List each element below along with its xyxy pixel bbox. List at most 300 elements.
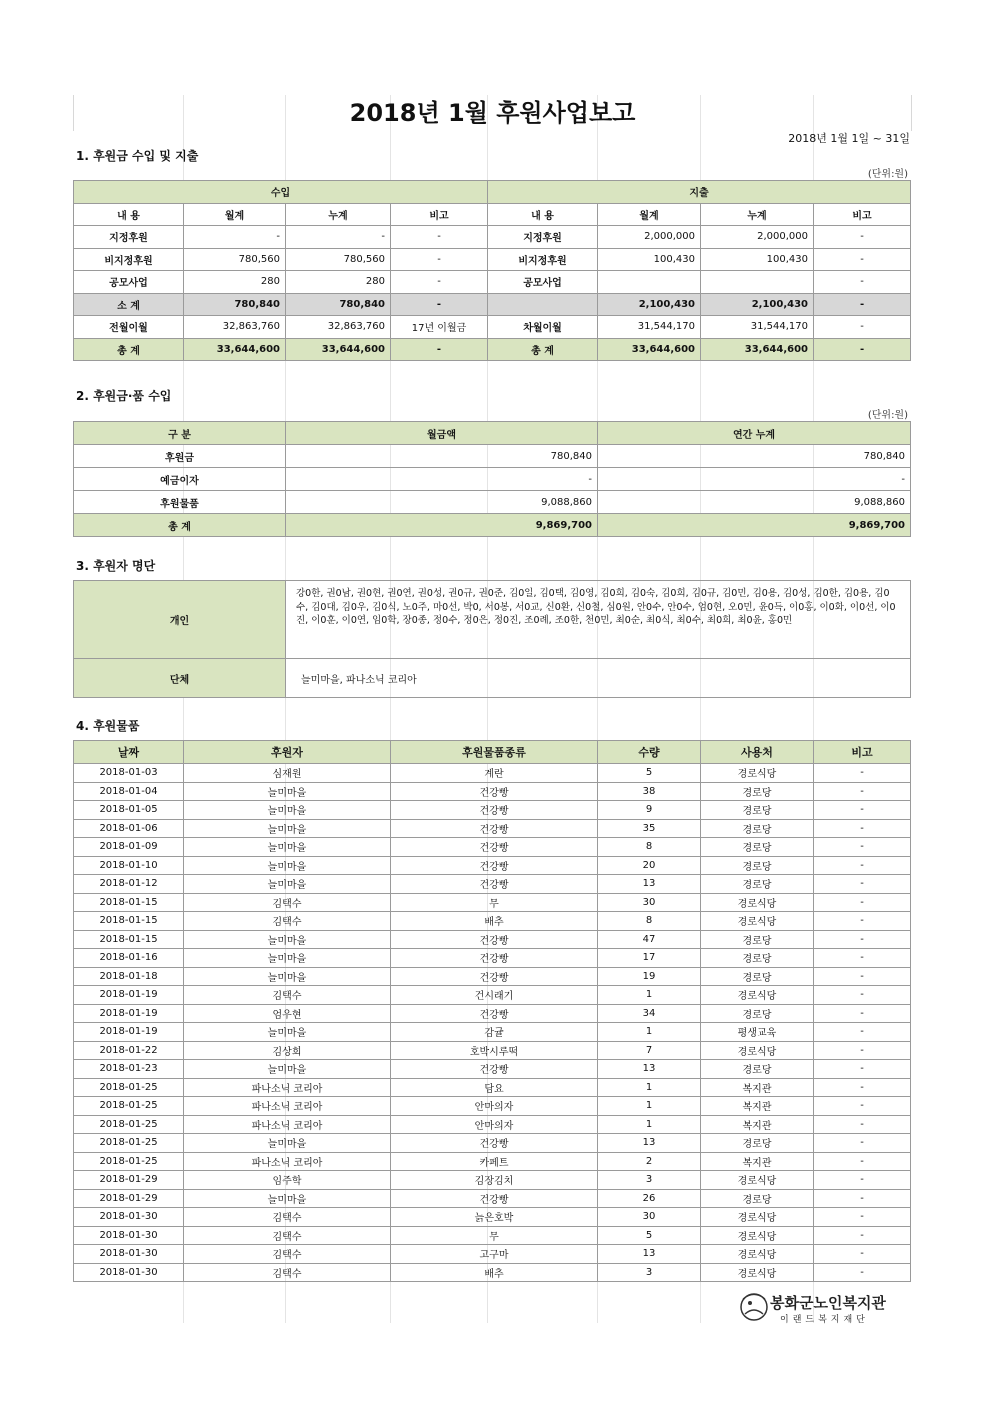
table-cell: 복지관	[701, 1152, 814, 1171]
table-cell: 2018-01-10	[74, 856, 184, 875]
table-cell	[701, 271, 814, 294]
table-cell: 2,000,000	[701, 226, 814, 249]
table-cell: 김택수	[184, 1263, 391, 1282]
table-cell: 경로식당	[701, 1263, 814, 1282]
table-cell: 1	[598, 986, 701, 1005]
table-cell	[488, 293, 598, 316]
income-header: 수입	[74, 181, 488, 204]
table-cell: -	[814, 912, 911, 931]
table-cell: -	[184, 226, 286, 249]
table-cell: 늘미마을	[184, 782, 391, 801]
table-cell: 2018-01-23	[74, 1060, 184, 1079]
section-2-heading: 2. 후원금·품 수입	[76, 389, 172, 403]
column-header: 월계	[184, 203, 286, 226]
table-cell: 1	[598, 1097, 701, 1116]
table-cell: 비지정후원	[488, 248, 598, 271]
column-header: 구 분	[74, 422, 286, 445]
table-cell: 2018-01-03	[74, 764, 184, 783]
table-cell: 3	[598, 1263, 701, 1282]
table-row	[74, 764, 911, 783]
table-cell: -	[814, 764, 911, 783]
table-cell: -	[814, 1115, 911, 1134]
table-cell: 2018-01-22	[74, 1041, 184, 1060]
table-cell: -	[814, 1097, 911, 1116]
table-row	[74, 875, 911, 894]
table-row	[74, 271, 911, 294]
table-cell: 후원물품	[74, 491, 286, 514]
table-cell: 늘미마을	[184, 930, 391, 949]
table-cell: 3	[598, 1171, 701, 1190]
unit-label: (단위:원)	[867, 169, 908, 180]
table-cell: -	[814, 1171, 911, 1190]
table-cell: 건강빵	[391, 856, 598, 875]
table-cell: 2018-01-29	[74, 1189, 184, 1208]
table-cell: 경로당	[701, 967, 814, 986]
table-cell: -	[814, 1078, 911, 1097]
group-label: 단체	[74, 659, 286, 698]
table-cell: 780,840	[598, 445, 911, 468]
table-cell: -	[814, 1245, 911, 1264]
table-cell: 건강빵	[391, 949, 598, 968]
table-cell: 2018-01-30	[74, 1208, 184, 1227]
column-header: 내 용	[74, 203, 184, 226]
table-cell: 8	[598, 838, 701, 857]
table-cell: 34	[598, 1004, 701, 1023]
table-row	[74, 491, 911, 514]
table-cell: 카페트	[391, 1152, 598, 1171]
table-cell: -	[286, 226, 391, 249]
table-cell: 복지관	[701, 1078, 814, 1097]
table-row	[74, 986, 911, 1005]
table-cell: 33,644,600	[598, 338, 701, 361]
table-cell: -	[814, 967, 911, 986]
table-cell: 고구마	[391, 1245, 598, 1264]
table-cell: 늘미마을	[184, 856, 391, 875]
table-cell: -	[391, 271, 488, 294]
column-header: 사용처	[701, 741, 814, 764]
table-cell: 1	[598, 1023, 701, 1042]
table-cell: 감귤	[391, 1023, 598, 1042]
table-cell: -	[814, 1189, 911, 1208]
table-cell: 경로당	[701, 838, 814, 857]
table-row	[74, 1097, 911, 1116]
table-row	[74, 1078, 911, 1097]
table-cell: 파나소닉 코리아	[184, 1078, 391, 1097]
table-cell: 17	[598, 949, 701, 968]
table-cell: 건강빵	[391, 875, 598, 894]
table-row	[74, 338, 911, 361]
table-row	[74, 1115, 911, 1134]
table-row	[74, 967, 911, 986]
table-cell: 2	[598, 1152, 701, 1171]
table-cell: 780,840	[286, 293, 391, 316]
table-cell: -	[814, 801, 911, 820]
table-cell: 2018-01-30	[74, 1263, 184, 1282]
table-cell: 건강빵	[391, 1189, 598, 1208]
table-cell: 김상희	[184, 1041, 391, 1060]
table-cell: 경로당	[701, 782, 814, 801]
table-cell: 경로당	[701, 1189, 814, 1208]
table-cell: 19	[598, 967, 701, 986]
table-cell: 건강빵	[391, 1004, 598, 1023]
table-cell: 2018-01-25	[74, 1152, 184, 1171]
table-cell: 2,100,430	[701, 293, 814, 316]
table-cell: -	[814, 248, 911, 271]
table-cell: 31,544,170	[701, 316, 814, 339]
table-cell: 경로당	[701, 949, 814, 968]
table-cell: 경로식당	[701, 1208, 814, 1227]
table-row	[74, 1023, 911, 1042]
table-cell: 예금이자	[74, 468, 286, 491]
table-cell: 공모사업	[74, 271, 184, 294]
column-header: 월계	[598, 203, 701, 226]
table-cell: 31,544,170	[598, 316, 701, 339]
table-cell: 1	[598, 1115, 701, 1134]
table-cell: 경로식당	[701, 1226, 814, 1245]
table-cell: -	[391, 248, 488, 271]
table-row	[74, 468, 911, 491]
table-cell	[598, 271, 701, 294]
table-cell: 경로식당	[701, 764, 814, 783]
table-cell: 늘미마을	[184, 967, 391, 986]
column-header: 누계	[701, 203, 814, 226]
table-cell: 33,644,600	[184, 338, 286, 361]
table-cell: 2018-01-30	[74, 1245, 184, 1264]
table-cell: 13	[598, 1134, 701, 1153]
table-cell: -	[814, 1134, 911, 1153]
table-cell: 2018-01-18	[74, 967, 184, 986]
table-cell: 지정후원	[488, 226, 598, 249]
table-cell: 경로당	[701, 801, 814, 820]
table-cell: 경로식당	[701, 1245, 814, 1264]
column-header: 월금액	[286, 422, 598, 445]
table-cell: 경로당	[701, 1060, 814, 1079]
table-cell: 총 계	[74, 338, 184, 361]
table-cell: 파나소닉 코리아	[184, 1152, 391, 1171]
table-cell: 9,088,860	[598, 491, 911, 514]
table-cell: 30	[598, 1208, 701, 1227]
column-header: 연간 누계	[598, 422, 911, 445]
table-header-row	[74, 422, 911, 445]
table-cell: -	[814, 986, 911, 1005]
column-header-row	[74, 203, 911, 226]
table-cell: 2018-01-15	[74, 912, 184, 931]
table-row	[74, 893, 911, 912]
table-cell: 2,000,000	[598, 226, 701, 249]
table-cell: 2018-01-25	[74, 1115, 184, 1134]
table-cell: 건강빵	[391, 930, 598, 949]
org-name: 봉화군노인복지관	[770, 1294, 886, 1312]
table-row	[74, 912, 911, 931]
table-cell: 2018-01-06	[74, 819, 184, 838]
table-cell: 5	[598, 764, 701, 783]
table-row	[74, 1263, 911, 1282]
table-row	[74, 856, 911, 875]
table-cell: 33,644,600	[286, 338, 391, 361]
table-cell: 1	[598, 1078, 701, 1097]
table-cell: 건강빵	[391, 782, 598, 801]
table-cell: 33,644,600	[701, 338, 814, 361]
table-row	[74, 1171, 911, 1190]
table-row	[74, 819, 911, 838]
donor-list-table	[73, 580, 911, 698]
table-cell: 차월이월	[488, 316, 598, 339]
table-cell: -	[814, 338, 911, 361]
table-cell: 경로당	[701, 875, 814, 894]
section-3-heading: 3. 후원자 명단	[76, 559, 156, 573]
table-cell: 100,430	[701, 248, 814, 271]
table-cell: 늘미마을	[184, 875, 391, 894]
section-1-heading: 1. 후원금 수입 및 지출	[76, 149, 199, 163]
table-cell: 건강빵	[391, 1060, 598, 1079]
table-header-row	[74, 181, 911, 204]
table-cell: 김택수	[184, 912, 391, 931]
page-title: 2018년 1월 후원사업보고	[73, 95, 912, 131]
table-row	[74, 1004, 911, 1023]
table-cell: 건강빵	[391, 1134, 598, 1153]
table-cell: 건강빵	[391, 967, 598, 986]
donation-summary-table	[73, 421, 911, 537]
table-cell: 담요	[391, 1078, 598, 1097]
table-cell: -	[814, 316, 911, 339]
table-cell: 총 계	[74, 514, 286, 537]
table-cell: 13	[598, 875, 701, 894]
table-cell: -	[814, 819, 911, 838]
table-cell: 2,100,430	[598, 293, 701, 316]
table-row	[74, 1152, 911, 1171]
table-cell: 8	[598, 912, 701, 931]
income-expense-table	[73, 180, 911, 361]
table-cell: 후원금	[74, 445, 286, 468]
table-cell: -	[814, 893, 911, 912]
table-row	[74, 316, 911, 339]
table-cell: 김택수	[184, 986, 391, 1005]
table-cell: 늘미마을	[184, 949, 391, 968]
table-cell: 안마의자	[391, 1115, 598, 1134]
table-row	[74, 782, 911, 801]
table-row	[74, 1245, 911, 1264]
table-cell: 경로당	[701, 930, 814, 949]
table-cell: 2018-01-15	[74, 930, 184, 949]
table-cell: 경로당	[701, 856, 814, 875]
table-cell: 30	[598, 893, 701, 912]
table-cell: -	[814, 1004, 911, 1023]
table-cell: 공모사업	[488, 271, 598, 294]
table-cell: -	[814, 838, 911, 857]
table-cell: 35	[598, 819, 701, 838]
expense-header: 지출	[488, 181, 911, 204]
table-row	[74, 1134, 911, 1153]
unit-label: (단위:원)	[867, 410, 908, 421]
table-cell: -	[814, 856, 911, 875]
table-cell: -	[391, 293, 488, 316]
table-cell: 2018-01-19	[74, 1023, 184, 1042]
table-cell: 2018-01-30	[74, 1226, 184, 1245]
table-cell: 늘미마을	[184, 1023, 391, 1042]
table-cell: -	[814, 271, 911, 294]
table-cell: 경로당	[701, 1004, 814, 1023]
table-row	[74, 930, 911, 949]
table-cell: -	[814, 226, 911, 249]
table-cell: 늘미마을	[184, 801, 391, 820]
table-cell: 김장김치	[391, 1171, 598, 1190]
table-cell: 무	[391, 893, 598, 912]
table-cell: 경로식당	[701, 986, 814, 1005]
table-cell: 복지관	[701, 1115, 814, 1134]
table-cell: 배추	[391, 912, 598, 931]
table-cell: 전월이월	[74, 316, 184, 339]
table-cell: -	[814, 1226, 911, 1245]
table-cell: 17년 이월금	[391, 316, 488, 339]
table-cell: 무	[391, 1226, 598, 1245]
donated-goods-table	[73, 740, 911, 1282]
table-row	[74, 801, 911, 820]
table-cell: 늘미마을	[184, 838, 391, 857]
report-period: 2018년 1월 1일 ~ 31일	[788, 132, 910, 145]
table-cell: 김택수	[184, 1208, 391, 1227]
table-cell: 2018-01-15	[74, 893, 184, 912]
total-row	[74, 514, 911, 537]
table-cell: 늘미마을	[184, 819, 391, 838]
table-cell: 복지관	[701, 1097, 814, 1116]
table-cell: 780,560	[286, 248, 391, 271]
column-header: 비고	[814, 203, 911, 226]
column-header: 비고	[391, 203, 488, 226]
table-cell: 파나소닉 코리아	[184, 1097, 391, 1116]
table-cell: 9,088,860	[286, 491, 598, 514]
table-row	[74, 838, 911, 857]
table-cell: 경로당	[701, 819, 814, 838]
table-cell: 건강빵	[391, 838, 598, 857]
table-cell: 계란	[391, 764, 598, 783]
table-row	[74, 949, 911, 968]
table-cell: 2018-01-19	[74, 1004, 184, 1023]
table-row	[74, 226, 911, 249]
table-cell: 2018-01-09	[74, 838, 184, 857]
table-row	[74, 1060, 911, 1079]
table-cell: -	[814, 1263, 911, 1282]
table-cell: 총 계	[488, 338, 598, 361]
table-cell: 9	[598, 801, 701, 820]
table-cell: 늘미마을	[184, 1060, 391, 1079]
table-cell: 경로당	[701, 1134, 814, 1153]
column-header: 내 용	[488, 203, 598, 226]
table-cell: 안마의자	[391, 1097, 598, 1116]
table-cell: 건시래기	[391, 986, 598, 1005]
table-cell: 2018-01-16	[74, 949, 184, 968]
table-cell: 비지정후원	[74, 248, 184, 271]
table-cell: 280	[286, 271, 391, 294]
table-row	[74, 1041, 911, 1060]
foundation-name: 이랜드복지재단	[780, 1315, 869, 1325]
table-cell: 엄우현	[184, 1004, 391, 1023]
table-cell: 32,863,760	[286, 316, 391, 339]
table-cell: -	[814, 1060, 911, 1079]
table-cell: 5	[598, 1226, 701, 1245]
table-cell: 780,840	[184, 293, 286, 316]
table-cell: 780,560	[184, 248, 286, 271]
table-cell: -	[286, 468, 598, 491]
table-row	[74, 445, 911, 468]
table-cell: 2018-01-25	[74, 1078, 184, 1097]
table-cell: -	[814, 1023, 911, 1042]
table-row	[74, 1189, 911, 1208]
table-cell: 심재원	[184, 764, 391, 783]
table-cell: -	[391, 338, 488, 361]
table-cell: 2018-01-05	[74, 801, 184, 820]
table-cell: -	[814, 875, 911, 894]
table-cell: 2018-01-25	[74, 1097, 184, 1116]
table-cell: 소 계	[74, 293, 184, 316]
table-cell: 경로식당	[701, 1041, 814, 1060]
table-cell: 건강빵	[391, 801, 598, 820]
table-cell: -	[814, 1041, 911, 1060]
table-cell: 김택수	[184, 1226, 391, 1245]
table-cell: 280	[184, 271, 286, 294]
table-cell: -	[814, 293, 911, 316]
column-header: 후원물품종류	[391, 741, 598, 764]
section-4-heading: 4. 후원물품	[76, 719, 140, 733]
table-cell: 2018-01-04	[74, 782, 184, 801]
table-cell: 13	[598, 1060, 701, 1079]
table-cell: 2018-01-19	[74, 986, 184, 1005]
table-cell: 늘미마을	[184, 1134, 391, 1153]
table-cell: 9,869,700	[598, 514, 911, 537]
table-row	[74, 293, 911, 316]
column-header: 누계	[286, 203, 391, 226]
table-cell: 2018-01-29	[74, 1171, 184, 1190]
table-cell: 임주학	[184, 1171, 391, 1190]
table-cell: 100,430	[598, 248, 701, 271]
column-header: 후원자	[184, 741, 391, 764]
table-cell: -	[814, 1152, 911, 1171]
group-names: 늘미마을, 파나소닉 코리아	[286, 659, 911, 698]
table-cell: -	[814, 1208, 911, 1227]
column-header: 날짜	[74, 741, 184, 764]
table-cell: 호박시루떡	[391, 1041, 598, 1060]
table-cell: 김택수	[184, 893, 391, 912]
table-cell: 건강빵	[391, 819, 598, 838]
column-header: 수량	[598, 741, 701, 764]
individual-label: 개인	[74, 581, 286, 659]
table-cell: 26	[598, 1189, 701, 1208]
table-cell: 늙은호박	[391, 1208, 598, 1227]
table-cell: 47	[598, 930, 701, 949]
table-cell: 9,869,700	[286, 514, 598, 537]
table-cell: 평생교육	[701, 1023, 814, 1042]
table-cell: 20	[598, 856, 701, 875]
table-cell: 김택수	[184, 1245, 391, 1264]
table-cell: -	[814, 930, 911, 949]
table-cell: -	[598, 468, 911, 491]
table-cell: 경로식당	[701, 1171, 814, 1190]
table-cell: 2018-01-25	[74, 1134, 184, 1153]
table-cell: 경로식당	[701, 893, 814, 912]
table-row	[74, 248, 911, 271]
table-cell: 파나소닉 코리아	[184, 1115, 391, 1134]
table-cell: 38	[598, 782, 701, 801]
table-cell: 지정후원	[74, 226, 184, 249]
table-cell: 2018-01-12	[74, 875, 184, 894]
table-cell: 늘미마을	[184, 1189, 391, 1208]
table-cell: 배추	[391, 1263, 598, 1282]
table-row	[74, 1208, 911, 1227]
table-cell: -	[814, 949, 911, 968]
column-header: 비고	[814, 741, 911, 764]
table-cell: 780,840	[286, 445, 598, 468]
table-row	[74, 1226, 911, 1245]
table-cell: 32,863,760	[184, 316, 286, 339]
